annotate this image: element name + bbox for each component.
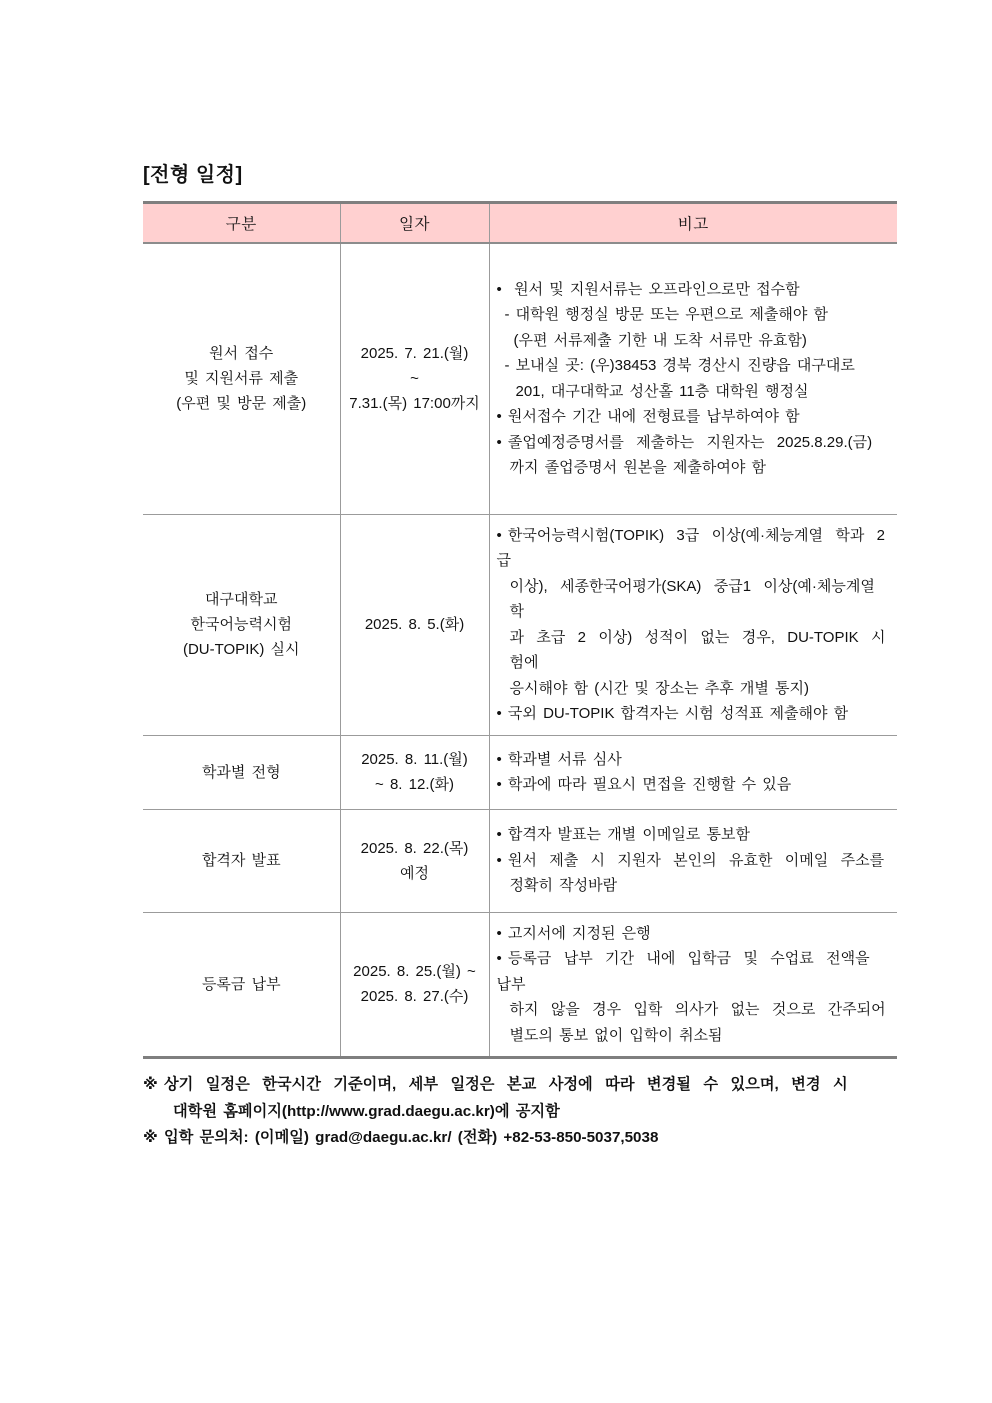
note-line: 과 초급 2 이상) 성적이 없는 경우, DU-TOPIK 시험에	[509, 628, 886, 671]
date-cell	[340, 912, 489, 1058]
note-line: - 보내실 곳: (우)38453 경북 경산시 진량읍 대구대로	[504, 357, 855, 375]
date-line: 예정	[400, 864, 429, 882]
note-line: • 졸업예정증명서를 제출하는 지원자는 2025.8.29.(금)	[496, 433, 873, 451]
date-cell	[340, 735, 489, 809]
date-line: 2025. 8. 5.(화)	[364, 616, 465, 633]
table-row	[143, 809, 897, 912]
table-body	[143, 243, 897, 1058]
notes-cell	[489, 912, 897, 1058]
category-line: 등록금 납부	[201, 975, 281, 993]
category-line: (DU-TOPIK) 실시	[182, 641, 300, 658]
category-line: 원서 접수	[209, 345, 274, 363]
date-line: 2025. 7. 21.(월)	[360, 345, 469, 363]
notes-cell	[489, 514, 897, 735]
note-line: • 원서 제출 시 지원자 본인의 유효한 이메일 주소를	[496, 851, 885, 869]
note-line: • 학과별 서류 심사	[496, 750, 622, 768]
note-line: • 등록금 납부 기간 내에 입학금 및 수업료 전액을 납부	[496, 950, 882, 993]
category-line: 및 지원서류 제출	[184, 370, 299, 388]
note-line: 하지 않을 경우 입학 의사가 없는 것으로 간주되어	[509, 1001, 886, 1018]
date-cell	[340, 809, 489, 912]
header-row	[143, 203, 897, 244]
category-line: 합격자 발표	[201, 852, 281, 869]
category-cell	[143, 735, 340, 809]
note-line: • 고지서에 지정된 은행	[496, 924, 651, 942]
date-line: ~	[410, 370, 419, 388]
date-line: 2025. 8. 27.(수)	[360, 988, 469, 1006]
note-line: • 학과에 따라 필요시 면접을 진행할 수 있음	[496, 776, 792, 793]
note-line: • 원서접수 기간 내에 전형료를 납부하여야 함	[496, 408, 800, 426]
note-line: • 국외 DU-TOPIK 합격자는 시험 성적표 제출해야 함	[496, 705, 849, 722]
note-line: - 대학원 행정실 방문 또는 우편으로 제출해야 함	[504, 306, 828, 324]
col-header-notes: 비고	[489, 203, 897, 244]
note-line: • 한국어능력시험(TOPIK) 3급 이상(예·체능계열 학과 2급	[496, 526, 885, 569]
date-cell	[340, 243, 489, 514]
table-row	[143, 514, 897, 735]
notes-cell	[489, 809, 897, 912]
page-title: [전형 일정]	[143, 164, 243, 186]
table-row	[143, 735, 897, 809]
footnote-line: 대학원 홈페이지(http://www.grad.daegu.ac.kr)에 공지함	[173, 1102, 560, 1120]
col-header-date: 일자	[340, 203, 489, 244]
date-line: 2025. 8. 22.(목)	[360, 839, 469, 857]
notes-cell	[489, 243, 897, 514]
note-line: (우편 서류제출 기한 내 도착 서류만 유효함)	[513, 331, 807, 349]
category-cell	[143, 809, 340, 912]
category-line: 한국어능력시험	[190, 616, 292, 633]
notes-cell	[489, 735, 897, 809]
date-line: 2025. 8. 25.(월) ~	[353, 963, 476, 981]
table-row	[143, 912, 897, 1058]
note-line: 까지 졸업증명서 원본을 제출하여야 함	[509, 459, 767, 477]
schedule-table	[143, 201, 897, 1059]
date-cell	[340, 514, 489, 735]
col-header-category: 구분	[143, 203, 340, 244]
date-line: 2025. 8. 11.(월)	[361, 751, 468, 768]
note-line: 별도의 통보 없이 입학이 취소됨	[509, 1026, 723, 1044]
date-line: 7.31.(목) 17:00까지	[349, 395, 480, 413]
category-cell	[143, 912, 340, 1058]
category-line: (우편 및 방문 제출)	[176, 395, 307, 413]
note-line: 응시해야 함 (시간 및 장소는 추후 개별 통지)	[509, 679, 809, 697]
category-line: 대구대학교	[205, 591, 278, 608]
footnote-line: ※ 상기 일정은 한국시간 기준이며, 세부 일정은 본교 사정에 따라 변경될 수 있으며, 변경 시	[143, 1076, 848, 1093]
date-line: ~ 8. 12.(화)	[375, 776, 454, 793]
note-line: • 원서 및 지원서류는 오프라인으로만 접수함	[496, 280, 800, 298]
footnote-line: ※ 입학 문의처: (이메일) grad@daegu.ac.kr/ (전화) +82-53-850-5037,5038	[143, 1129, 659, 1146]
content-area	[143, 158, 897, 1152]
note-line: 이상), 세종한국어평가(SKA) 중급1 이상(예·체능계열 학	[509, 577, 888, 620]
note-line: 201, 대구대학교 성산홀 11층 대학원 행정실	[515, 382, 809, 400]
category-cell	[143, 514, 340, 735]
footnotes	[143, 1072, 897, 1152]
table-header	[143, 203, 897, 244]
table-row	[143, 243, 897, 514]
category-cell	[143, 243, 340, 514]
note-line: 정확히 작성바람	[509, 877, 618, 895]
note-line: • 합격자 발표는 개별 이메일로 통보함	[496, 826, 750, 844]
category-line: 학과별 전형	[201, 763, 281, 781]
